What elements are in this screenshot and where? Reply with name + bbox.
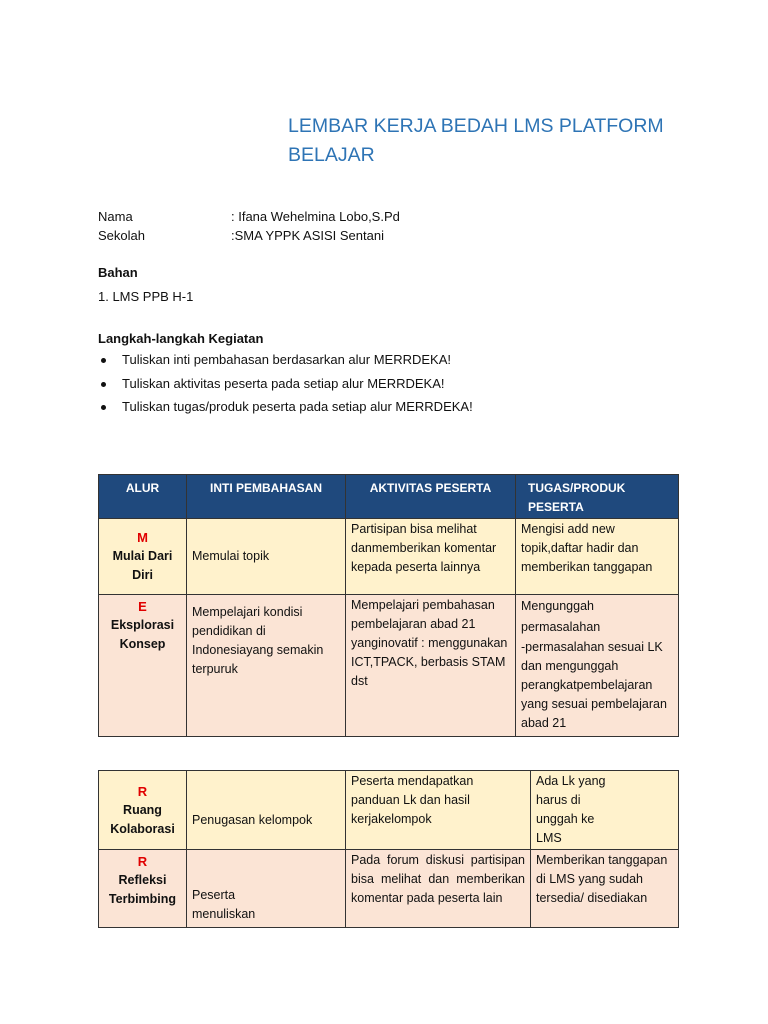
langkah-heading: Langkah-langkah Kegiatan: [98, 331, 264, 346]
langkah-list: [98, 352, 473, 423]
header-aktivitas: AKTIVITAS PESERTA: [346, 475, 516, 519]
table-row: [99, 519, 679, 595]
tugas-cell: Mengisi add new topik,daftar hadir dan memberikan tanggapan: [516, 519, 679, 595]
inti-cell: Peserta menuliskan: [187, 850, 346, 928]
sekolah-label: Sekolah: [98, 228, 145, 243]
tugas-text-2: -permasalahan sesuai LK dan mengunggah perangkatpembelajaran yang sesuai pembelajaran abad 21: [521, 640, 667, 730]
nama-label: Nama: [98, 209, 133, 224]
nama-line: [98, 207, 400, 226]
alur-cell: [99, 771, 187, 850]
alur-letter: E: [138, 599, 147, 614]
list-item: Tuliskan tugas/produk peserta pada setiap alur MERRDEKA!: [98, 399, 473, 423]
bullet-icon: [101, 382, 106, 387]
sekolah-line: [98, 226, 384, 245]
aktivitas-cell: Peserta mendapatkan panduan Lk dan hasil kerjakelompok: [346, 771, 531, 850]
alur-cell: [99, 850, 187, 928]
tugas-text-1: Mengunggah permasalahan: [521, 599, 601, 634]
header-inti: INTI PEMBAHASAN: [187, 475, 346, 519]
sekolah-value: :SMA YPPK ASISI Sentani: [231, 228, 384, 243]
aktivitas-cell: Partisipan bisa melihat danmemberikan komentar kepada peserta lainnya: [346, 519, 516, 595]
alur-label: Refleksi Terbimbing: [108, 873, 177, 906]
table-row: [99, 850, 679, 928]
table-header-row: [99, 475, 679, 519]
inti-cell: Penugasan kelompok: [187, 771, 346, 850]
tugas-cell: Memberikan tanggapan di LMS yang sudah tersedia/ disediakan: [531, 850, 679, 928]
list-item: Tuliskan inti pembahasan berdasarkan alur MERRDEKA!: [98, 352, 473, 376]
alur-letter: R: [137, 783, 148, 799]
bullet-icon: [101, 358, 106, 363]
list-item: Tuliskan aktivitas peserta pada setiap alur MERRDEKA!: [98, 376, 473, 400]
merdeka-table-1: [98, 474, 679, 737]
bahan-item: 1. LMS PPB H-1: [98, 289, 194, 304]
table-row: [99, 771, 679, 850]
aktivitas-cell: Pada forum diskusi partisipan bisa melihat dan memberikan komentar pada peserta lain: [346, 850, 531, 928]
nama-value: : Ifana Wehelmina Lobo,S.Pd: [231, 209, 400, 224]
header-tugas: TUGAS/PRODUK PESERTA: [516, 475, 679, 519]
alur-label: Ruang Kolaborasi: [110, 802, 175, 836]
header-alur: ALUR: [99, 475, 187, 519]
document-title: LEMBAR KERJA BEDAH LMS PLATFORM BELAJAR: [288, 115, 664, 166]
alur-label: Eksplorasi Konsep: [110, 618, 175, 651]
alur-letter: M: [137, 530, 148, 545]
inti-cell: Memulai topik: [187, 519, 346, 595]
table-row: [99, 595, 679, 737]
tugas-cell: Ada Lk yang harus di unggah ke LMS: [531, 771, 679, 850]
alur-letter: R: [137, 854, 148, 869]
inti-cell: Mempelajari kondisi pendidikan di Indonesiayang semakin terpuruk: [187, 595, 346, 737]
bullet-icon: [101, 405, 106, 410]
tugas-cell: [516, 595, 679, 737]
alur-label: Mulai Dari Diri: [112, 549, 173, 582]
merdeka-table-2: [98, 770, 679, 928]
aktivitas-cell: Mempelajari pembahasan pembelajaran abad 21 yanginovatif : menggunakan ICT,TPACK, berbasis STAM dst: [346, 595, 516, 737]
alur-cell: [99, 595, 187, 737]
alur-cell: [99, 519, 187, 595]
bahan-heading: Bahan: [98, 265, 138, 280]
